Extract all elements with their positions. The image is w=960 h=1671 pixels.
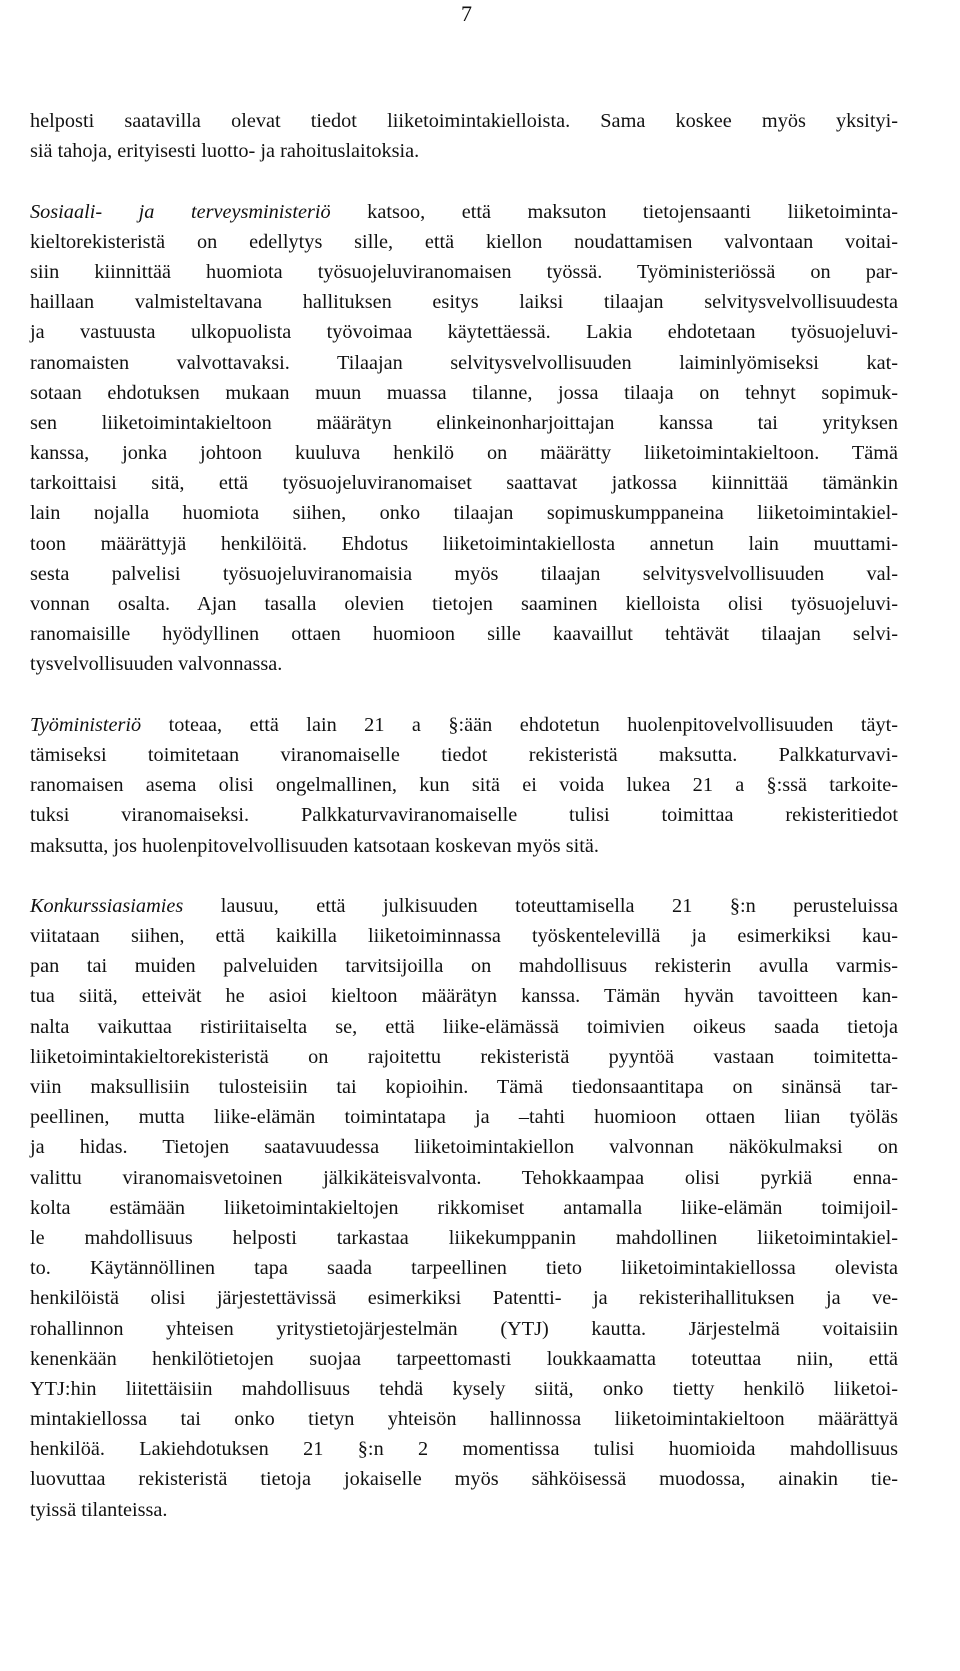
text-line: ranomaisille hyödyllinen ottaen huomioon sille kaavaillut tehtävät tilaajan selvi- [30,623,898,646]
text-line: toon määrättyjä henkilöitä. Ehdotus liiketoimintakiellosta annetun lain muuttami- [30,532,898,555]
text-line: ja vastuusta ulkopuolista työvoimaa käytettäessä. Lakia ehdotetaan työsuojeluvi- [30,321,898,344]
paragraph-4 [30,891,898,1525]
text-line: viitataan siihen, että kaikilla liiketoiminnassa työskentelevillä ja esimerkiksi kau- [30,925,898,948]
text-line: peellinen, mutta liike-elämän toimintatapa ja –tahti huomioon ottaen liian työläs [30,1106,898,1129]
text-line: viin maksullisiin tulosteisiin tai kopioihin. Tämä tiedonsaantitapa on sinänsä tar- [30,1076,898,1098]
text-line: nalta vaikuttaa ristiriitaiselta se, että liike-elämässä toimivien oikeus saada tietoja [30,1015,898,1038]
text-line: vonnan osalta. Ajan tasalla olevien tietojen saaminen kielloista olisi työsuojeluvi- [30,593,898,615]
text-line: haillaan valmisteltavana hallituksen esitys laiksi tilaajan selvitysvelvollisuudesta [30,291,898,314]
text-line: sen liiketoimintakieltoon määrätyn elinkeinonharjoittajan kanssa tai yrityksen [30,411,898,434]
text-line: ranomaisten valvottavaksi. Tilaajan selvitysvelvollisuuden laiminlyömiseksi kat- [30,351,898,374]
text-line: to. Käytännöllinen tapa saada tarpeellinen tieto liiketoimintakiellossa olevista [30,1257,898,1280]
text-line: liiketoimintakieltorekisteristä on rajoitettu rekisteristä pyyntöä vastaan toimitetta- [30,1045,898,1068]
text-line: valittu viranomaisvetoinen jälkikäteisvalvonta. Tehokkaampaa olisi pyrkiä enna- [30,1166,898,1189]
text-fragment: toteaa, että lain 21 a §:ään ehdotetun huolenpitovelvollisuuden täyt- [141,713,898,736]
paragraph-2 [30,197,898,680]
text-line: kieltorekisteristä on edellytys sille, että kiellon noudattamisen valvontaan voitai- [30,230,898,253]
paragraph-3 [30,710,898,861]
text-line: siin kiinnittää huomiota työsuojeluviranomaisen työssä. Työministeriössä on par- [30,260,898,283]
text-line: henkilöä. Lakiehdotuksen 21 §:n 2 momentissa tulisi huomioida mahdollisuus [30,1438,898,1461]
text-line: henkilöistä olisi järjestettävissä esimerkiksi Patentti- ja rekisterihallituksen ja ve- [30,1287,898,1310]
paragraph-1 [30,106,898,166]
text-line: rohallinnon yhteisen yritystietojärjestelmän (YTJ) kautta. Järjestelmä voitaisiin [30,1317,898,1340]
text-line: pan tai muiden palveluiden tarvitsijoilla on mahdollisuus rekisterin avulla varmis- [30,955,898,978]
text-line: helposti saatavilla olevat tiedot liiketoimintakielloista. Sama koskee myös yksityi- [30,110,898,132]
page-number: 7 [461,1,472,26]
text-line [30,710,898,740]
document-body [30,106,898,1525]
text-line: ja hidas. Tietojen saatavuudessa liiketoimintakiellon valvonnan näkökulmaksi on [30,1136,898,1159]
text-line: maksutta, jos huolenpitovelvollisuuden katsotaan koskevan myös sitä. [30,834,599,857]
text-fragment: katsoo, että maksuton tietojensaanti liiketoiminta- [330,200,898,223]
text-line [30,891,898,921]
text-line: tarkoittaisi sitä, että työsuojeluviranomaiset saattavat jatkossa kiinnittää tämänkin [30,472,898,495]
text-line: sesta palvelisi työsuojeluviranomaisia myös tilaajan selvitysvelvollisuuden val- [30,562,898,585]
text-fragment: lausuu, että julkisuuden toteuttamisella 21 §:n perusteluissa [183,894,898,917]
text-line: kolta estämään liiketoimintakieltojen rikkomiset antamalla liike-elämän toimijoil- [30,1196,898,1219]
text-line: le mahdollisuus helposti tarkastaa liikekumppanin mahdollinen liiketoimintakiel- [30,1226,898,1249]
text-line: lain nojalla huomiota siihen, onko tilaajan sopimuskumppaneina liiketoimintakiel- [30,502,898,525]
text-line [30,197,898,227]
text-line: tua siitä, etteivät he asioi kieltoon määrätyn kanssa. Tämän hyvän tavoitteen kan- [30,985,898,1008]
text-line: YTJ:hin liitettäisiin mahdollisuus tehdä kysely siitä, onko tietty henkilö liiketoi- [30,1377,898,1400]
text-line: tämiseksi toimitetaan viranomaiselle tiedot rekisteristä maksutta. Palkkaturvavi- [30,743,898,766]
paragraph-lead-authority: Konkurssiasiamies [30,894,184,917]
text-line: ranomaisen asema olisi ongelmallinen, kun sitä ei voida lukea 21 a §:ssä tarkoite- [30,774,898,797]
text-line: luovuttaa rekisteristä tietoja jokaiselle myös sähköisessä muodossa, ainakin tie- [30,1468,898,1491]
text-line: sotaan ehdotuksen mukaan muun muassa tilanne, jossa tilaaja on tehnyt sopimuk- [30,381,898,404]
paragraph-lead-ministry: Työministeriö [30,713,142,736]
text-line: kanssa, jonka johtoon kuuluva henkilö on määrätty liiketoimintakieltoon. Tämä [30,442,898,465]
text-line: tysvelvollisuuden valvonnassa. [30,653,283,676]
text-line: tyissä tilanteissa. [30,1498,168,1521]
paragraph-lead-ministry: Sosiaali- ja terveysministeriö [30,200,331,223]
text-line: mintakiellossa tai onko tietyn yhteisön hallinnossa liiketoimintakieltoon määrättyä [30,1408,898,1431]
text-line: siä tahoja, erityisesti luotto- ja rahoituslaitoksia. [30,140,420,163]
text-line: kenenkään henkilötietojen suojaa tarpeettomasti loukkaamatta toteuttaa niin, että [30,1347,898,1370]
text-line: tuksi viranomaiseksi. Palkkaturvaviranomaiselle tulisi toimittaa rekisteritiedot [30,804,898,827]
